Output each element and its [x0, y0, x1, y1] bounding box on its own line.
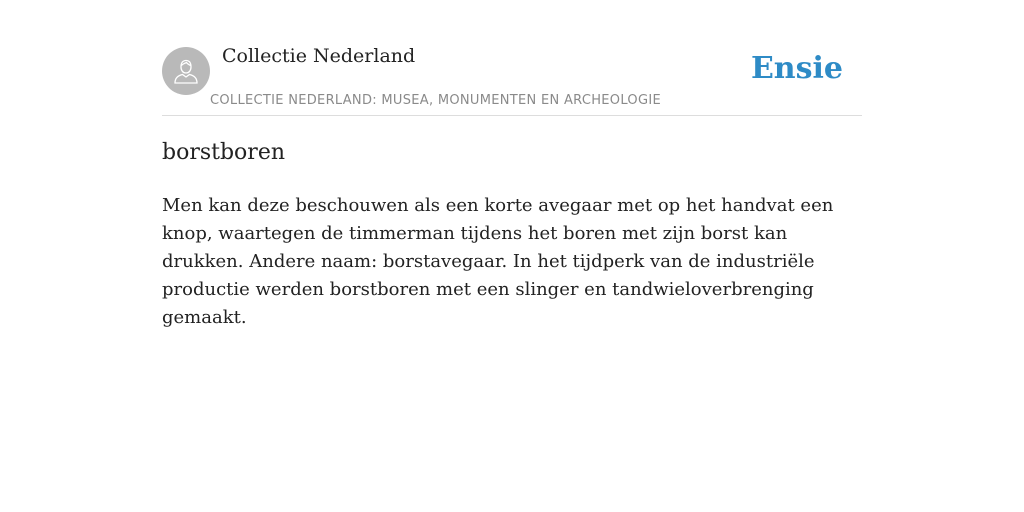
author-avatar[interactable]	[162, 47, 210, 95]
entry-term: borstboren	[162, 140, 286, 165]
entry-header	[162, 0, 862, 116]
brand-logo[interactable]: Ensie	[750, 51, 843, 86]
source-caption: COLLECTIE NEDERLAND: MUSEA, MONUMENTEN EN ARCHEOLOGIE	[210, 93, 661, 108]
entry-card	[162, 0, 862, 328]
entry-definition: Men kan deze beschouwen als een korte avegaar met op het handvat een knop, waartegen de timmerman tijdens het boren met zijn borst kan drukken. Andere naam: borstavegaar. In het tijdperk van de industriële productie werden borstboren met een slinger en tandwieloverbrenging gemaakt.	[162, 195, 834, 328]
author-name[interactable]: Collectie Nederland	[222, 45, 416, 67]
user-icon	[171, 56, 201, 86]
